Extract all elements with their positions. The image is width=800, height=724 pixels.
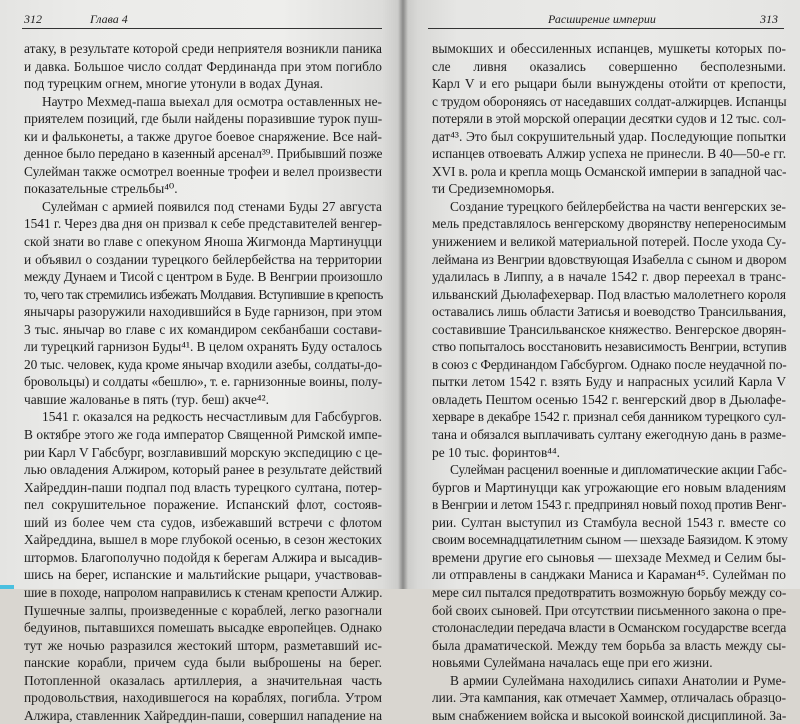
left-page-number: 312 <box>24 12 42 26</box>
text-line: панские корабли, причем суда были выброшены на берег. <box>24 655 382 671</box>
right-page-header <box>430 11 784 27</box>
scan-corner-mark <box>0 585 14 589</box>
text-line: с трудом обороняясь от наседавших солдат-алжирцев. Испанцы <box>432 93 787 109</box>
right-running-head: Расширение империи <box>548 12 656 26</box>
text-line: мере сил пытался предотвратить возможную борьбу между со- <box>432 584 787 600</box>
text-line: 1541 г. оказался на редкость несчастливым для Габсбургов. <box>42 409 382 425</box>
text-line: в Венгрии и летом 1543 г. предпринял новый поход против Венг- <box>432 497 787 513</box>
text-line: составившие Трансильванское княжество. Венгерское дворян- <box>432 321 787 337</box>
book-gutter <box>398 0 408 589</box>
text-line: оставались лишь области Затисья и воеводство Трансильвания, <box>432 304 787 320</box>
text-line: пытки летом 1542 г. взять Буду и напрасных усилий Карла V <box>432 374 786 390</box>
text-line: Сулейман с армией появился под стенами Буды 27 августа <box>42 198 382 214</box>
text-line: мель представлялось венгерскому дворянству непереносимым <box>432 216 787 232</box>
text-line: новьями Сулеймана началась еще при его жизни. <box>432 655 713 671</box>
text-line: пел сокрушительное поражение. Испанский флот, состояв- <box>24 497 382 513</box>
text-line: вымокших и обессиленных испанцев, мушкеты которых по- <box>432 41 786 56</box>
text-line: Наутро Мехмед-паша выехал для осмотра оставленных не- <box>42 93 382 109</box>
text-line: штормов. Благополучно подойдя к берегам Алжира и высадив- <box>24 549 383 565</box>
text-line: столонаследии передача власти в Османском государстве всегда <box>432 620 787 636</box>
text-line: испанцев отвоевать Алжир успеха не принесли. В 40—50-е гг. <box>432 146 787 162</box>
text-line: ти Средиземноморья. <box>432 181 555 197</box>
text-line: бедуинов, пытавшихся помешать высадке европейцев. Однако <box>24 620 382 636</box>
text-line: 20 тыс. человек, куда кроме янычар входили азебы, солдаты-до- <box>24 356 382 372</box>
text-line: бровольцы) и солдаты «бешлю», т. е. гарнизонные воины, полу- <box>24 374 383 390</box>
text-line: Потопленной оказалась артиллерия, а значительная часть <box>24 672 382 688</box>
text-line: херваре в декабре 1542 г. признал себя данником турецкого сул- <box>432 409 786 425</box>
text-line: была драматической. Между тем борьба за власть между сы- <box>432 637 786 653</box>
left-running-head: Глава 4 <box>90 12 128 26</box>
text-line: ство попыталось восстановить независимость Венгрии, вступив <box>432 339 787 355</box>
text-line: Хайреддин-паши подпал под власть турецкого султана, потер- <box>24 479 382 495</box>
right-header-rule <box>428 28 784 29</box>
text-line: удалилась в Липпу, а в начале 1542 г. двор переехал в транс- <box>432 269 786 285</box>
text-line: и объявил о создании турецкого бейлербейства на территории <box>24 251 382 267</box>
text-line: чавшие жалованье в пять (тур. беш) акче⁴². <box>24 391 269 407</box>
text-line: XVI в. рола и крепла мощь Османской империи в западной час- <box>432 163 787 179</box>
text-line: то, чего так стремились избежать Молдавия. Вступившие в крепость <box>24 286 383 302</box>
text-line: овладеть Пештом осенью 1542 г. венгерский двор в Дьюлафе- <box>432 391 786 407</box>
text-line: показательные стрельбы⁴⁰. <box>24 181 178 197</box>
text-line: атаку, в результате которой среди неприятеля возникли паника <box>24 41 382 56</box>
text-line: рии Карл V Габсбург, возглавивший морскую экспедицию с це- <box>24 444 383 460</box>
text-line: леймана из Венгрии вдовствующая Изабелла с сыном и двором <box>432 251 787 267</box>
text-line: Пушечные залпы, произведенные с кораблей, легко разогнали <box>24 602 382 618</box>
text-line: ли турецкий гарнизон Буды⁴¹. В целом охранять Буду осталось <box>24 339 382 355</box>
text-line: ской знати во главе с опекуном Яноша Жигмонда Мартинуцци <box>24 234 383 250</box>
text-line: времени другие его сыновья — шехзаде Мехмед и Селим бы- <box>432 549 786 565</box>
text-line: Создание турецкого бейлербейства на части венгерских зе- <box>450 198 786 214</box>
text-line: Алжира, ставленник Хайреддин-паши, совершил нападение на <box>24 707 383 723</box>
text-line: Карл V и его рыцари были вынуждены отойти от крепости, <box>432 76 786 92</box>
right-body-text <box>432 40 786 724</box>
text-line: В октябре этого же года император Священной Римской импе- <box>24 427 382 443</box>
text-line: лью овладения Алжиром, который ранее в результате действий <box>24 462 383 478</box>
text-line: янычары разоружили находившийся в Буде гарнизон, при этом <box>24 304 383 320</box>
left-header-rule <box>22 28 382 29</box>
text-line: бой своих сыновей. При отсутствии письменного закона о пре- <box>432 602 787 618</box>
text-line: под турецким огнем, многие утонули в водах Дуная. <box>24 76 324 92</box>
text-line: продовольствия, находившегося на кораблях, погибла. Утром <box>24 690 382 706</box>
text-line: бургов и Мартинуцци как угрожающие его новым владениям <box>432 479 786 495</box>
text-line: сле ливня оказались совершенно бесполезными. <box>432 58 786 74</box>
text-line: шись на берег, испанские и мальтийские рыцари, участвовав- <box>24 567 382 583</box>
left-page-header <box>24 11 380 27</box>
text-line: ки и фальконеты, а также другое боевое снаряжение. Все най- <box>24 128 382 144</box>
text-line: тана и обязался выплачивать султану ежегодную дань в разме- <box>432 427 787 443</box>
text-line: своим восемнадцатилетним сыном — шехзаде Баязидом. К этому <box>432 532 788 548</box>
text-line: денное было передано в казенный арсенал³⁹. Прибывший позже <box>24 146 383 162</box>
text-line: дат⁴³. Это был сокрушительный удар. Последующие попытки <box>432 128 786 144</box>
text-line: шие в походе, напролом направились к стенам крепости Алжир. <box>24 584 383 600</box>
text-line: ли отправлены в санджаки Маниса и Караман⁴⁵. Сулейман по <box>432 567 786 583</box>
text-line: ильванский Дьюлафехервар. Под властью малолетнего короля <box>432 286 787 302</box>
text-line: 1541 г. Через два дня он призвал к себе представителей венгер- <box>24 216 382 232</box>
text-line: лии. Эта кампания, как отмечает Хаммер, отличалась образцо- <box>432 690 787 706</box>
text-line: тут же ночью разразился жестокий шторм, разметавший ис- <box>24 637 382 653</box>
text-line: потеряли в этой морской операции десятки судов и 12 тыс. сол- <box>432 111 786 127</box>
text-line: ре 10 тыс. форинтов⁴⁴. <box>432 444 560 460</box>
text-line: в союз с Фердинандом Габсбургом. Однако после неудачной по- <box>432 356 787 372</box>
text-line: ший из более чем ста судов, избежавший встречи с флотом <box>24 514 382 530</box>
text-line: Сулейман также осмотрел военные трофеи и велел произвести <box>24 163 383 179</box>
text-line: Сулейман расценил военные и дипломатические акции Габс- <box>450 462 787 478</box>
text-line: унижением и великой материальной потерей. После ухода Су- <box>432 234 787 250</box>
text-line: Хайреддина, вышел в море глубокой осенью, в сезон жестоких <box>24 532 383 548</box>
left-body-text <box>24 40 382 724</box>
text-line: и давка. Большое число солдат Фердинанда при этом погибло <box>24 58 382 74</box>
text-line: рии. Султан выступил из Стамбула весной 1543 г. вместе со <box>432 514 786 530</box>
right-page <box>402 0 800 723</box>
text-line: 3 тыс. янычар во главе с их командиром секбанбаши состави- <box>24 321 382 337</box>
right-page-number: 313 <box>760 12 778 26</box>
text-line: вым снабжением войска и высокой воинской дисциплиной. За- <box>432 707 787 723</box>
text-line: между Дунаем и Тисой с центром в Буде. В Венгрии произошло <box>24 269 383 285</box>
text-line: приятелем позиций, где были найдены поразившие турок пуш- <box>24 111 383 127</box>
text-line: В армии Сулеймана находились сипахи Анатолии и Руме- <box>450 672 786 688</box>
